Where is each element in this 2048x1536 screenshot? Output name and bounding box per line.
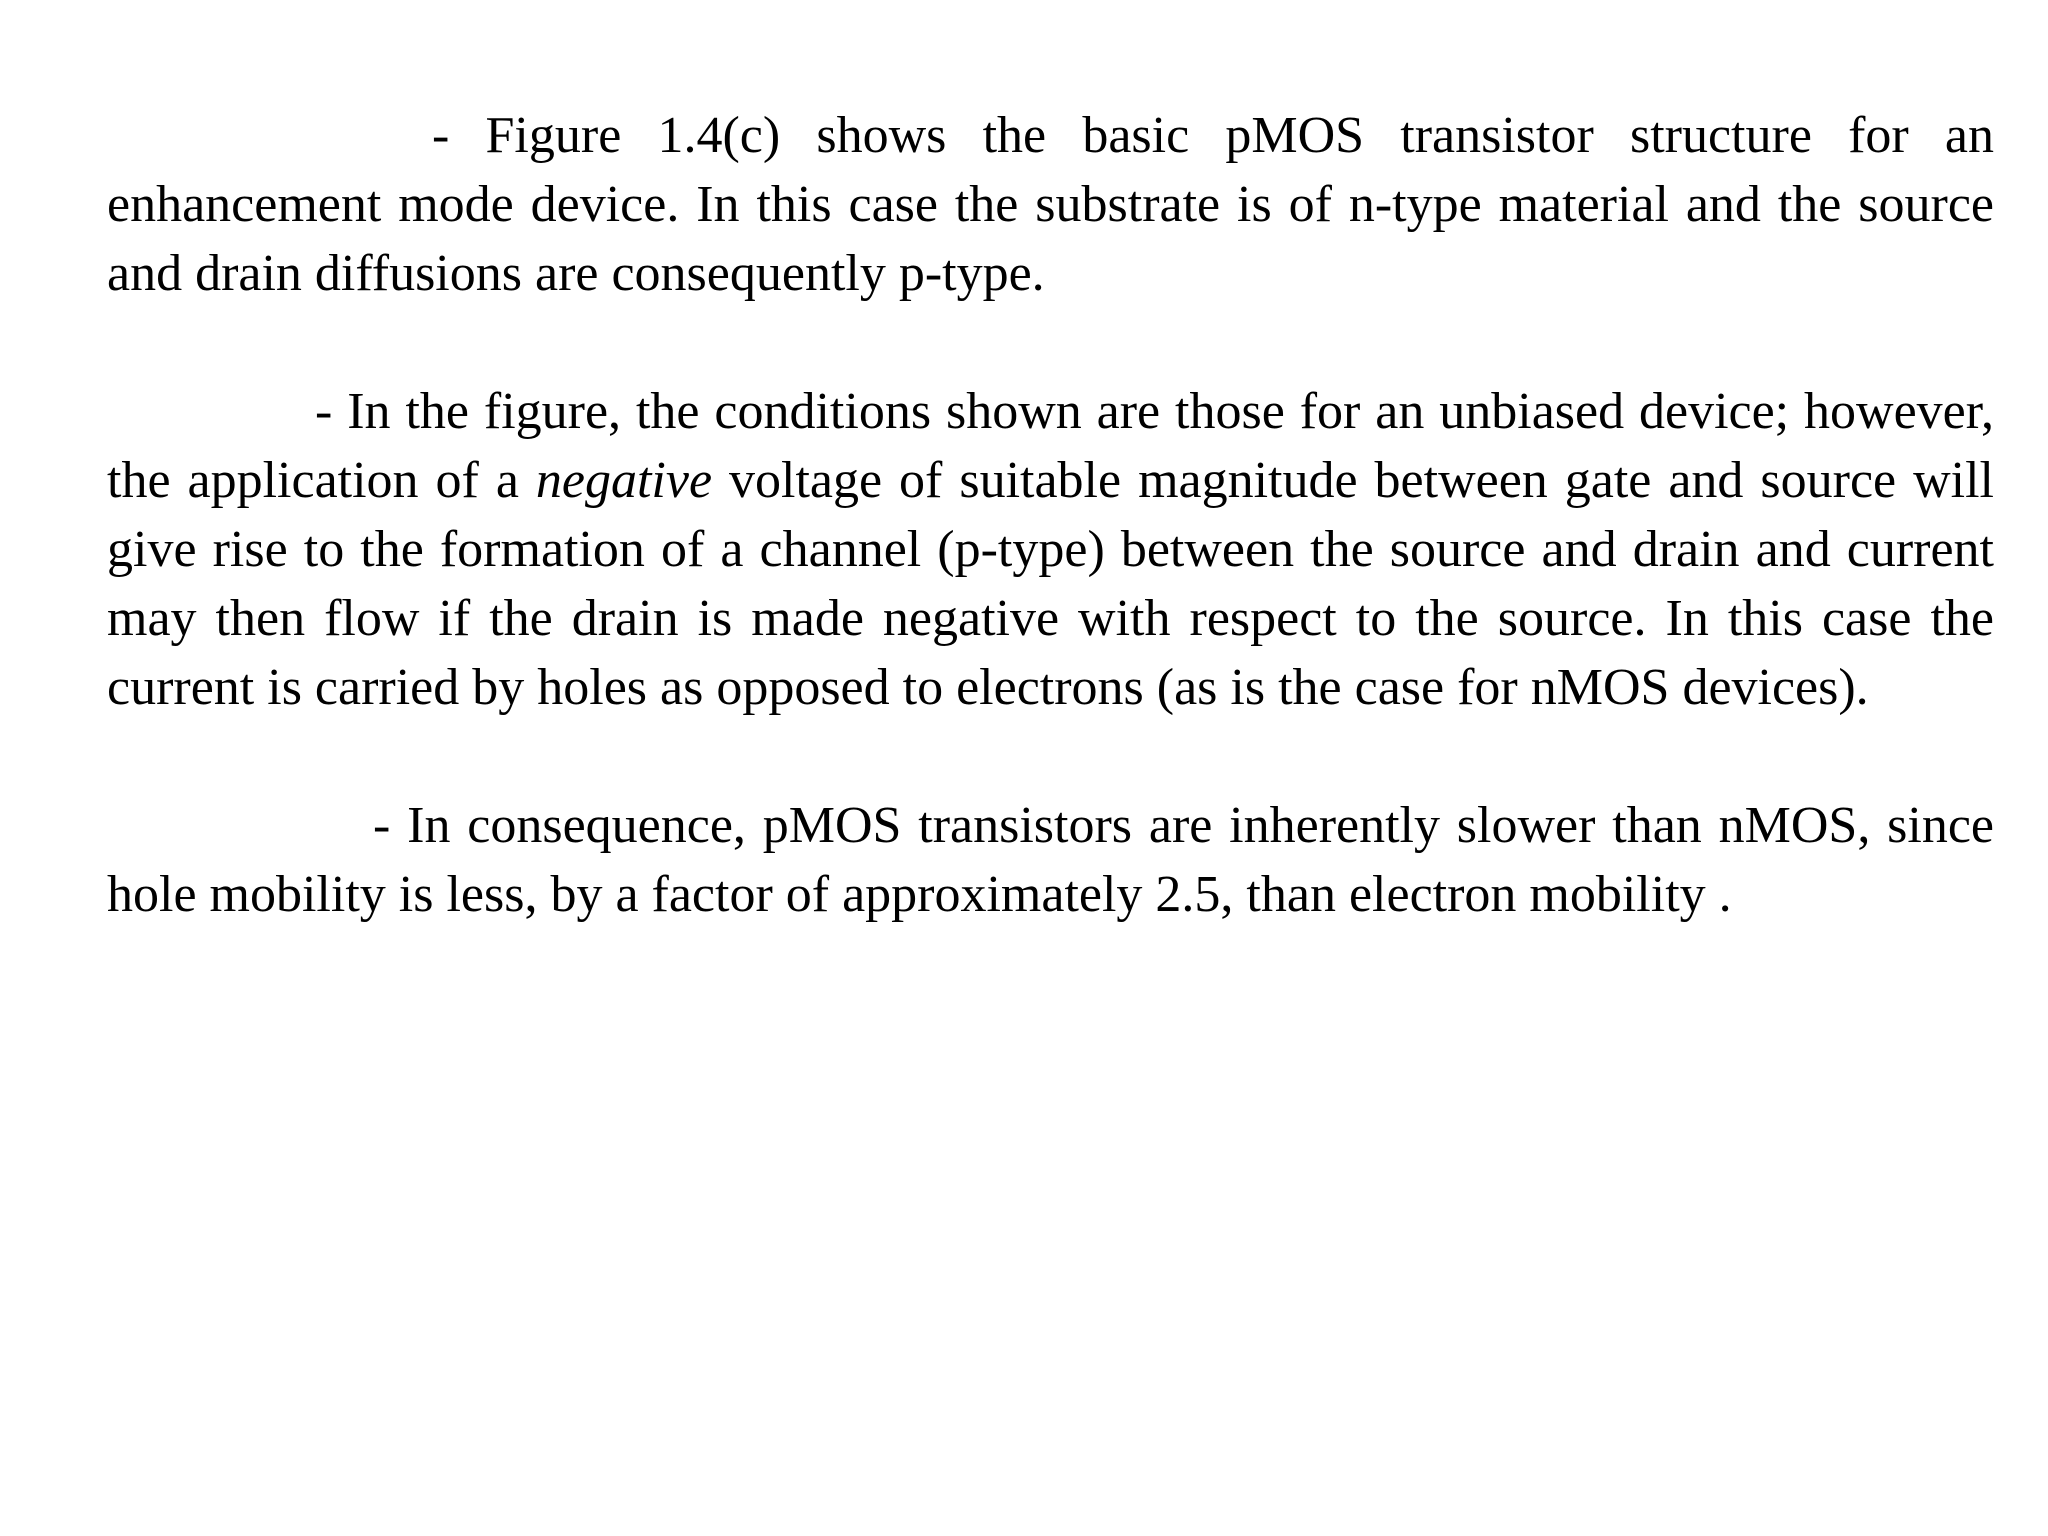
paragraph-unbiased-device-text-before: - In the figure, the conditions shown are those for an unbiased device; however, the application of a — [107, 383, 1994, 509]
emphasis-negative: negative — [535, 452, 713, 509]
paragraph-hole-mobility-text: - In consequence, pMOS transistors are inherently slower than nMOS, since hole mobility is less, by a factor of approximately 2.5, than electron mobility . — [107, 797, 1994, 923]
paragraph-hole-mobility — [107, 791, 1994, 929]
paragraph-pmos-structure-text: - Figure 1.4(c) shows the basic pMOS transistor structure for an enhancement mode device. In this case the substrate is of n-type material and the source and drain diffusions are consequently p-type. — [107, 107, 1994, 302]
paragraph-pmos-structure — [107, 101, 1994, 308]
paragraph-unbiased-device — [107, 377, 1994, 722]
text-body — [107, 101, 1994, 929]
paragraph-unbiased-device-text-after: voltage of suitable magnitude between gate and source will give rise to the formation of a channel (p-type) between the source and drain and current may then flow if the drain is made negative with respect to the source. In this case the current is carried by holes as opposed to electrons (as is the case for nMOS devices). — [107, 452, 1995, 716]
